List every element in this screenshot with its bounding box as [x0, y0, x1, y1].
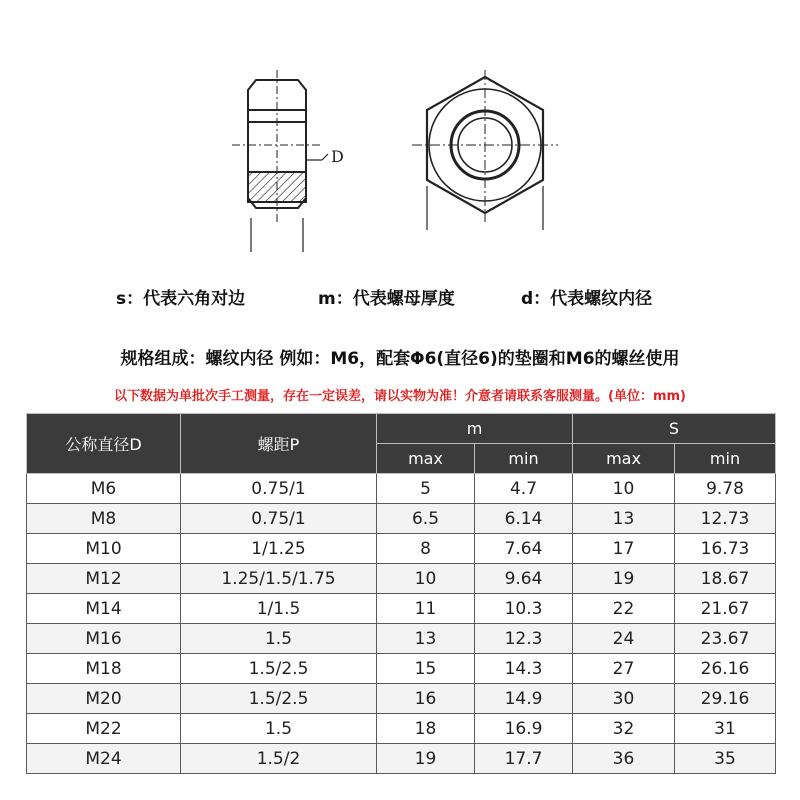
cell-m-min: 12.3 [475, 624, 573, 654]
cell-pitch: 1.5/2.5 [181, 684, 377, 714]
cell-m-max: 19 [377, 744, 475, 774]
cell-diameter: M8 [27, 504, 181, 534]
cell-diameter: M16 [27, 624, 181, 654]
cell-pitch: 1.5/2 [181, 744, 377, 774]
legend-s: s：代表六角对边 [116, 289, 246, 309]
cell-diameter: M24 [27, 744, 181, 774]
cell-s-max: 17 [573, 534, 675, 564]
cell-s-min: 23.67 [675, 624, 776, 654]
header-m-min: min [475, 444, 573, 474]
table-row [27, 534, 776, 564]
cell-m-min: 16.9 [475, 714, 573, 744]
cell-m-max: 18 [377, 714, 475, 744]
cell-m-max: 8 [377, 534, 475, 564]
cell-diameter: M20 [27, 684, 181, 714]
spec-table-body [27, 474, 776, 774]
cell-s-max: 13 [573, 504, 675, 534]
cell-diameter: M10 [27, 534, 181, 564]
cell-s-max: 22 [573, 594, 675, 624]
cell-m-max: 5 [377, 474, 475, 504]
table-row [27, 474, 776, 504]
cell-m-min: 17.7 [475, 744, 573, 774]
header-m: m [377, 414, 573, 444]
cell-m-min: 10.3 [475, 594, 573, 624]
cell-s-max: 30 [573, 684, 675, 714]
header-m-max: max [377, 444, 475, 474]
cell-m-min: 4.7 [475, 474, 573, 504]
cell-pitch: 1.25/1.5/1.75 [181, 564, 377, 594]
cell-diameter: M14 [27, 594, 181, 624]
cell-s-min: 12.73 [675, 504, 776, 534]
cell-pitch: 0.75/1 [181, 504, 377, 534]
table-row [27, 714, 776, 744]
cell-pitch: 1.5/2.5 [181, 654, 377, 684]
cell-s-max: 36 [573, 744, 675, 774]
cell-m-max: 11 [377, 594, 475, 624]
cell-s-max: 10 [573, 474, 675, 504]
cell-m-max: 13 [377, 624, 475, 654]
nut-front-view [412, 70, 558, 230]
cell-s-min: 31 [675, 714, 776, 744]
cell-diameter: M18 [27, 654, 181, 684]
cell-diameter: M12 [27, 564, 181, 594]
cell-s-min: 9.78 [675, 474, 776, 504]
measurement-notice: 以下数据为单批次手工测量，存在一定误差，请以实物为准！介意者请联系客服测量。(单位：mm) [114, 389, 686, 404]
table-row [27, 594, 776, 624]
table-row [27, 744, 776, 774]
header-s-max: max [573, 444, 675, 474]
cell-s-min: 29.16 [675, 684, 776, 714]
cell-pitch: 1/1.5 [181, 594, 377, 624]
cell-pitch: 1.5 [181, 624, 377, 654]
cell-m-min: 9.64 [475, 564, 573, 594]
hex-nut-drawing [0, 60, 800, 270]
header-s: S [573, 414, 776, 444]
cell-s-max: 19 [573, 564, 675, 594]
legend-d: d：代表螺纹内径 [521, 289, 653, 309]
table-row [27, 684, 776, 714]
cell-s-min: 35 [675, 744, 776, 774]
cell-s-max: 32 [573, 714, 675, 744]
cell-s-min: 16.73 [675, 534, 776, 564]
cell-m-max: 15 [377, 654, 475, 684]
cell-m-max: 10 [377, 564, 475, 594]
cell-diameter: M22 [27, 714, 181, 744]
table-row [27, 654, 776, 684]
cell-m-min: 7.64 [475, 534, 573, 564]
cell-pitch: 1.5 [181, 714, 377, 744]
table-row [27, 564, 776, 594]
header-pitch: 螺距P [181, 414, 377, 474]
legend-m: m：代表螺母厚度 [318, 289, 455, 309]
table-row [27, 624, 776, 654]
cell-m-max: 16 [377, 684, 475, 714]
cell-s-min: 21.67 [675, 594, 776, 624]
header-s-min: min [675, 444, 776, 474]
cell-s-max: 27 [573, 654, 675, 684]
d-dimension-label: D [331, 147, 344, 166]
cell-s-max: 24 [573, 624, 675, 654]
cell-pitch: 1/1.25 [181, 534, 377, 564]
legend-row [0, 284, 800, 308]
nut-spec-table [26, 413, 776, 774]
nut-side-view [232, 70, 328, 252]
cell-m-max: 6.5 [377, 504, 475, 534]
cell-s-min: 26.16 [675, 654, 776, 684]
table-row [27, 504, 776, 534]
cell-s-min: 18.67 [675, 564, 776, 594]
cell-m-min: 14.3 [475, 654, 573, 684]
cell-m-min: 14.9 [475, 684, 573, 714]
header-diameter: 公称直径D [27, 414, 181, 474]
cell-m-min: 6.14 [475, 504, 573, 534]
cell-pitch: 0.75/1 [181, 474, 377, 504]
cell-diameter: M6 [27, 474, 181, 504]
spec-description: 规格组成：螺纹内径 例如：M6，配套Φ6(直径6)的垫圈和M6的螺丝使用 [120, 349, 680, 369]
